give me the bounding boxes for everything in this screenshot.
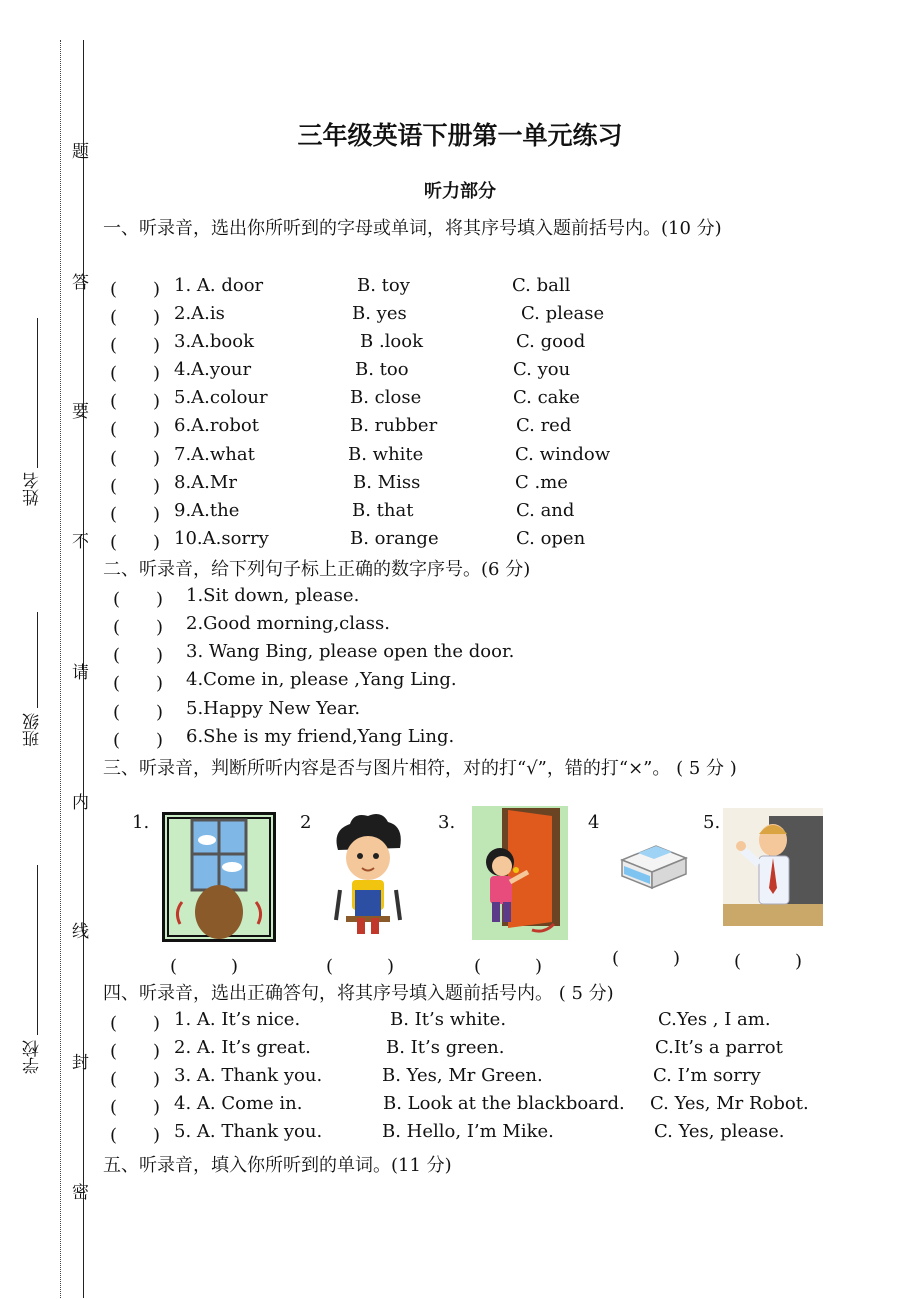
s1-option-a: 7.A.what [174, 444, 255, 465]
section1-heading: 一、听录音，选出你所听到的字母或单词，将其序号填入题前括号内。(10 分) [103, 218, 722, 239]
s4-option-a: 2. A. It’s great. [174, 1037, 311, 1058]
s1-option-a: 9.A.the [174, 500, 240, 521]
picture-number: 3. [438, 812, 456, 833]
s4-option-a: 3. A. Thank you. [174, 1065, 323, 1086]
s1-option-c: C. good [516, 331, 586, 352]
name-label: 姓名 [23, 472, 43, 506]
class-blank[interactable] [37, 612, 38, 708]
picture-number: 4 [588, 812, 600, 833]
s1-paren[interactable]: ( ) [110, 448, 161, 469]
s3-answer[interactable]: ( ) [734, 951, 803, 972]
s2-sentence: 5.Happy New Year. [186, 698, 361, 719]
s2-paren[interactable]: ( ) [113, 730, 164, 751]
school-blank[interactable] [37, 865, 38, 1035]
margin-char-da: 答 [68, 273, 88, 290]
s1-option-a: 10.A.sorry [174, 528, 269, 549]
s1-paren[interactable]: ( ) [110, 476, 161, 497]
school-label: 学校 [23, 1040, 43, 1074]
s3-answer[interactable]: ( ) [326, 956, 395, 977]
margin-char-mi: 密 [68, 1183, 88, 1200]
page-subtitle: 听力部分 [424, 181, 496, 202]
s4-option-a: 5. A. Thank you. [174, 1121, 323, 1142]
s1-option-c: C. you [513, 359, 571, 380]
s2-sentence: 1.Sit down, please. [186, 585, 360, 606]
s1-option-a: 6.A.robot [174, 415, 259, 436]
s2-sentence: 3. Wang Bing, please open the door. [186, 641, 515, 662]
s4-paren[interactable]: ( ) [110, 1097, 161, 1118]
s1-option-b: B. Miss [353, 472, 421, 493]
s4-option-c: C. I’m sorry [653, 1065, 761, 1086]
s1-option-b: B. that [352, 500, 414, 521]
margin-char-xian: 线 [68, 922, 88, 939]
s1-option-c: C .me [515, 472, 568, 493]
s4-option-c: C. Yes, Mr Robot. [650, 1093, 809, 1114]
s3-answer[interactable]: ( ) [170, 956, 239, 977]
s2-paren[interactable]: ( ) [113, 673, 164, 694]
margin-char-qing: 请 [68, 663, 88, 680]
s1-option-c: C. please [521, 303, 605, 324]
s1-option-a: 4.A.your [174, 359, 252, 380]
s1-option-b: B. white [348, 444, 424, 465]
s1-paren[interactable]: ( ) [110, 335, 161, 356]
section5-heading: 五、听录音，填入你所听到的单词。(11 分) [103, 1155, 452, 1176]
s1-option-c: C. open [516, 528, 586, 549]
s1-option-b: B. close [350, 387, 422, 408]
s1-option-b: B .look [360, 331, 424, 352]
s1-option-c: C. red [516, 415, 572, 436]
s1-option-b: B. toy [357, 275, 410, 296]
s4-option-b: B. It’s white. [390, 1009, 507, 1030]
s1-option-c: C. ball [512, 275, 571, 296]
s1-option-a: 1. A. door [174, 275, 264, 296]
s4-paren[interactable]: ( ) [110, 1041, 161, 1062]
s1-option-a: 8.A.Mr [174, 472, 237, 493]
s1-paren[interactable]: ( ) [110, 532, 161, 553]
s1-paren[interactable]: ( ) [110, 419, 161, 440]
s4-option-b: B. It’s green. [386, 1037, 505, 1058]
section2-heading: 二、听录音，给下列句子标上正确的数字序号。(6 分) [103, 559, 531, 580]
margin-char-feng: 封 [68, 1053, 88, 1070]
s1-option-a: 3.A.book [174, 331, 254, 352]
window-picture [162, 812, 276, 946]
s1-option-b: B. orange [350, 528, 439, 549]
s4-option-b: B. Look at the blackboard. [383, 1093, 625, 1114]
page-title: 三年级英语下册第一单元练习 [297, 121, 623, 150]
margin-char-nei: 内 [68, 793, 88, 810]
s2-paren[interactable]: ( ) [113, 645, 164, 666]
margin-char-yao: 要 [68, 402, 88, 419]
s1-option-b: B. too [355, 359, 409, 380]
class-label: 班级 [23, 713, 43, 747]
s4-paren[interactable]: ( ) [110, 1125, 161, 1146]
section3-heading: 三、听录音，判断所听内容是否与图片相符，对的打“√”，错的打“×”。 ( 5 分 ) [103, 758, 737, 779]
s2-paren[interactable]: ( ) [113, 617, 164, 638]
s4-option-a: 4. A. Come in. [174, 1093, 303, 1114]
picture-number: 1. [132, 812, 150, 833]
picture-number: 2 [300, 812, 312, 833]
margin-char-ti: 题 [68, 142, 88, 159]
s4-paren[interactable]: ( ) [110, 1013, 161, 1034]
s2-sentence: 4.Come in, please ,Yang Ling. [186, 669, 457, 690]
s2-sentence: 2.Good morning,class. [186, 613, 390, 634]
section4-heading: 四、听录音，选出正确答句，将其序号填入题前括号内。 ( 5 分) [103, 983, 614, 1004]
s4-option-c: C.It’s a parrot [655, 1037, 783, 1058]
picture-number: 5. [703, 812, 721, 833]
s4-option-c: C. Yes, please. [654, 1121, 785, 1142]
s4-paren[interactable]: ( ) [110, 1069, 161, 1090]
margin-dotted-line [60, 40, 61, 1298]
s2-paren[interactable]: ( ) [113, 702, 164, 723]
teacher-picture [723, 808, 823, 930]
s1-option-c: C. window [515, 444, 611, 465]
margin-char-bu: 不 [68, 532, 88, 549]
s2-paren[interactable]: ( ) [113, 589, 164, 610]
s1-paren[interactable]: ( ) [110, 363, 161, 384]
s1-paren[interactable]: ( ) [110, 504, 161, 525]
s2-sentence: 6.She is my friend,Yang Ling. [186, 726, 455, 747]
s3-answer[interactable]: ( ) [474, 956, 543, 977]
s1-paren[interactable]: ( ) [110, 307, 161, 328]
s3-answer[interactable]: ( ) [612, 948, 681, 969]
s1-option-b: B. yes [352, 303, 407, 324]
s4-option-b: B. Hello, I’m Mike. [382, 1121, 554, 1142]
s1-option-a: 5.A.colour [174, 387, 268, 408]
s1-paren[interactable]: ( ) [110, 391, 161, 412]
eraser-picture [616, 838, 690, 898]
s4-option-a: 1. A. It’s nice. [174, 1009, 301, 1030]
s4-option-b: B. Yes, Mr Green. [382, 1065, 543, 1086]
s1-option-a: 2.A.is [174, 303, 225, 324]
s1-option-c: C. cake [513, 387, 580, 408]
s1-option-b: B. rubber [350, 415, 438, 436]
s1-option-c: C. and [516, 500, 575, 521]
s1-paren[interactable]: ( ) [110, 279, 161, 300]
boy-sitting-picture [322, 812, 414, 944]
name-blank[interactable] [37, 318, 38, 468]
s4-option-c: C.Yes , I am. [658, 1009, 771, 1030]
girl-opening-door-picture [472, 806, 568, 944]
